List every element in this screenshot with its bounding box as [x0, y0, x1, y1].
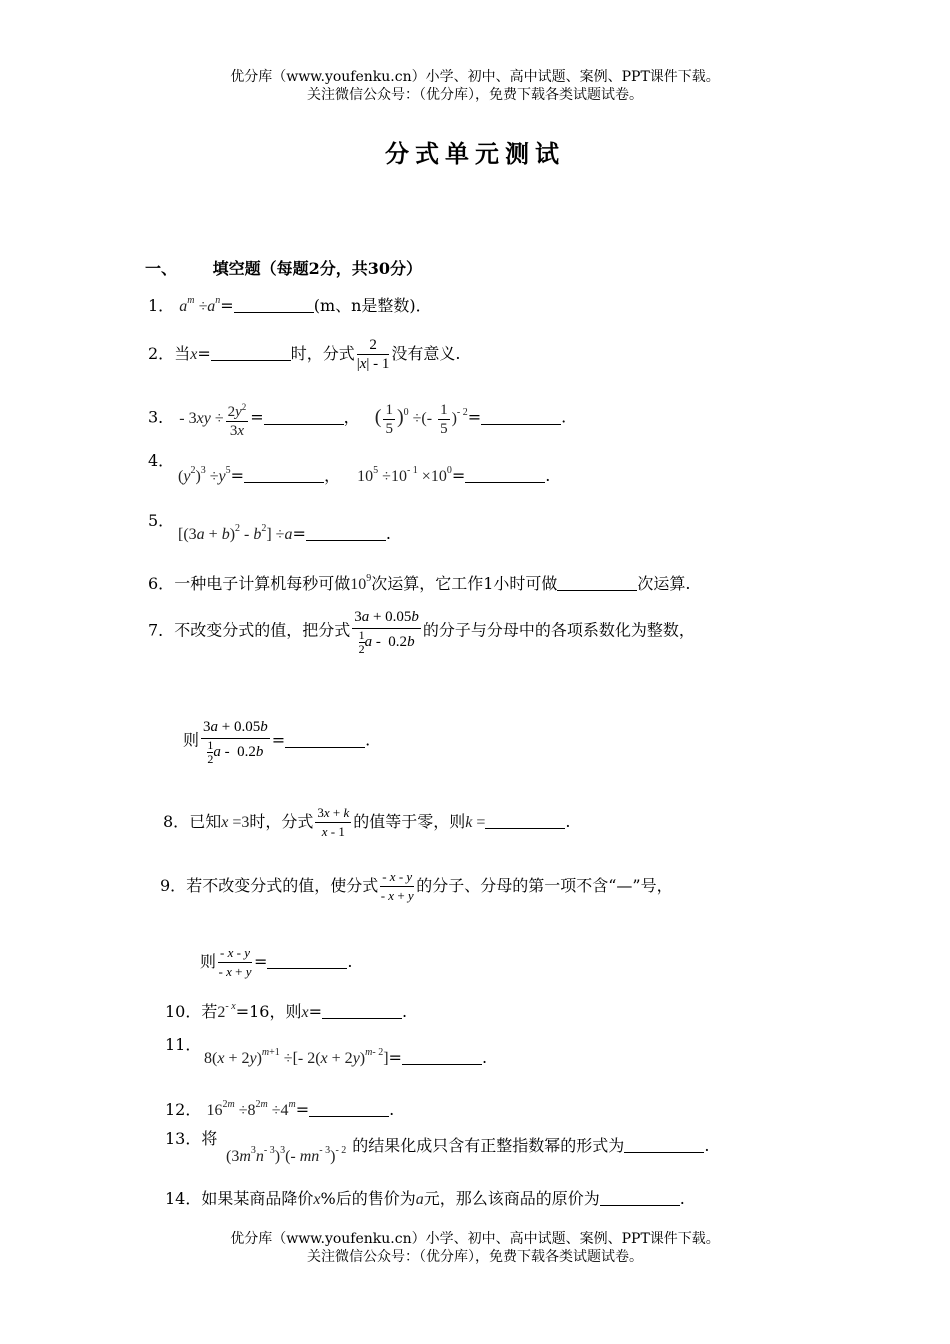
q1-expression: $a^m \div a^n$ — [179, 295, 221, 315]
section-number: 一、 — [145, 259, 178, 278]
question-7: 7．不改变分式的值，把分式 3a + 0.05b $\frac{1}{2}$ a - 0.2b 的分子与分母中的各项系数化为整数， — [148, 606, 695, 656]
page-title: 分式单元测试 — [385, 139, 565, 168]
q8-fraction: $\frac{3x + k}{x - 1}$ — [317, 805, 350, 839]
question-11: 11． — [165, 1035, 202, 1054]
q14-blank[interactable] — [600, 1191, 680, 1206]
question-9: 9．若不改变分式的值，使分式 $\frac{- x - y}{- x + y}$ 的分子、分母的第一项不含“—”号， — [160, 869, 673, 903]
q4-blank-1[interactable] — [244, 468, 324, 483]
q8-blank[interactable] — [485, 814, 565, 829]
q5-expression: $[(3a + b)^2 - b^2] \div a$ — [178, 523, 293, 543]
q9-fraction: $\frac{- x - y}{- x + y}$ — [380, 869, 414, 903]
q4-expression-1: $(y^2)^3 \div y^5$ — [178, 465, 231, 485]
question-5-body: $[(3a + b)^2 - b^2] \div a=$ . — [178, 523, 391, 543]
q10-blank[interactable] — [322, 1004, 402, 1019]
question-1: 1． $a^m \div a^n= (m$、n是整数)． — [148, 295, 432, 315]
question-12: 12． $16^{2m} \div 8^{2m} \div 4^m=$ . — [165, 1099, 395, 1119]
header-line-1: 优分库（www.youfenku.cn）小学、初中、高中试题、案例、PPT课件下载。 — [230, 69, 720, 85]
question-13: 13．将 — [165, 1129, 218, 1148]
question-2: 2．当x= 时，分式 $\frac{2}{|x| - 1}$ 没有意义. — [148, 337, 461, 372]
q7-fraction: 3a + 0.05b $\frac{1}{2}$ a - 0.2b — [352, 606, 421, 656]
q12-blank[interactable] — [309, 1102, 389, 1117]
question-13-body: $(3m^3n^{- 3})^3(-$ $mn^{- 3})^{- 2}$ 的结果化成只含有正整指数幂的形式为 . — [226, 1136, 710, 1165]
q2-fraction: $\frac{2}{|x| - 1}$ — [356, 337, 390, 372]
q6-blank[interactable] — [557, 576, 637, 591]
question-10: 10．若$2^{- x}=16$，则x= . — [165, 1001, 408, 1021]
q3-expression-1: - 3xy ÷ $\frac{2y^2}{3x}$ — [179, 410, 250, 427]
question-7-answer: 则 3a + 0.05b $\frac{1}{2}$ a - 0.2b = . — [183, 716, 370, 766]
question-5: 5． — [148, 511, 175, 530]
q1-blank[interactable] — [234, 298, 314, 313]
page-header — [0, 68, 950, 104]
question-4-body: $(y^2)^3 \div y^5=$ ， $10^5 \div 10^{- 1} \times 10^0=$ . — [178, 465, 551, 485]
section-label: 填空题（每题2分，共30分） — [212, 259, 422, 278]
question-6: 6．一种电子计算机每秒可做$10^9$次运算，它工作1小时可做 次运算. — [148, 573, 691, 593]
q2-blank[interactable] — [211, 346, 291, 361]
section-heading — [145, 256, 422, 279]
q7-fraction-2: 3a + 0.05b $\frac{1}{2}$ a - 0.2b — [201, 716, 270, 766]
q3-expression-2: ( $\frac{1}{5}$ )$^0$ ÷(- $\frac{1}{5}$ )$^{- 2}$ — [374, 401, 468, 437]
q11-expression: $8(x + 2y)^{m+1}$ ÷[- $2(x + 2y)^{m- 2}$] — [204, 1047, 389, 1067]
q11-blank[interactable] — [402, 1050, 482, 1065]
q3-blank-1[interactable] — [264, 410, 344, 425]
question-11-body: $8(x + 2y)^{m+1}$ ÷[- $2(x + 2y)^{m- 2}]=$ . — [204, 1047, 488, 1067]
footer-line-2: 关注微信公众号：（优分库），免费下载各类试题试卷。 — [307, 1249, 643, 1265]
q3-blank-2[interactable] — [481, 410, 561, 425]
q9-fraction-2: $\frac{- x - y}{- x + y}$ — [218, 945, 252, 979]
q7-blank[interactable] — [285, 733, 365, 748]
footer-line-1: 优分库（www.youfenku.cn）小学、初中、高中试题、案例、PPT课件下载。 — [230, 1231, 720, 1247]
q12-expression: $16^{2m} \div 8^{2m} \div 4^m$ — [206, 1099, 296, 1119]
page-footer — [0, 1230, 950, 1266]
q13-blank[interactable] — [624, 1138, 704, 1153]
question-3: 3． - 3xy ÷ $\frac{2y^2}{3x}$ = ， ( $\frac{1}{5}$ )$^0$ ÷(- $\frac{1}{5}$ )$^{- 2}$= . — [148, 398, 566, 440]
q13-expression: $(3m^3n^{- 3})^3(-$ $mn^{- 3})^{- 2}$ — [226, 1145, 347, 1165]
question-4: 4． — [148, 451, 175, 470]
q9-blank[interactable] — [267, 954, 347, 969]
question-14: 14．如果某商品降价x%后的售价为a元，那么该商品的原价为 . — [165, 1189, 685, 1208]
question-8: 8．已知x =3时，分式 $\frac{3x + k}{x - 1}$ 的值等于零，则k = . — [163, 805, 571, 839]
header-line-2: 关注微信公众号：（优分库），免费下载各类试题试卷。 — [307, 87, 643, 103]
q5-blank[interactable] — [306, 526, 386, 541]
question-9-answer: 则 $\frac{- x - y}{- x + y}$ = . — [200, 945, 353, 979]
q4-expression-2: $10^5 \div 10^{- 1} \times 10^0$ — [357, 465, 452, 485]
q4-blank-2[interactable] — [465, 468, 545, 483]
